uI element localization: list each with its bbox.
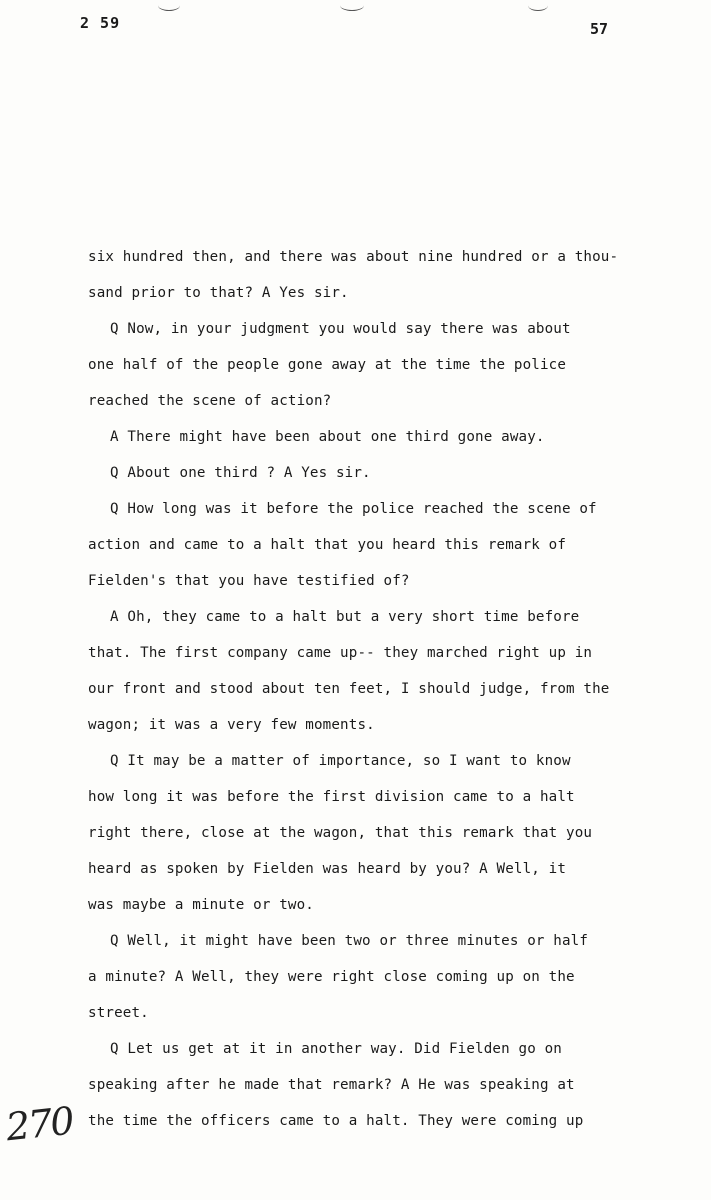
transcript-line: heard as spoken by Fielden was heard by you? A Well, it xyxy=(88,861,567,877)
scan-artifact xyxy=(158,0,180,11)
transcript-line: how long it was before the first division came to a halt xyxy=(88,789,575,805)
transcript-line: Fielden's that you have testified of? xyxy=(88,573,410,589)
transcript-line: wagon; it was a very few moments. xyxy=(88,717,375,733)
transcript-line: Q How long was it before the police reached the scene of xyxy=(110,501,597,517)
transcript-line: Q Well, it might have been two or three minutes or half xyxy=(110,933,589,949)
transcript-line: reached the scene of action? xyxy=(88,393,332,409)
transcript-line: A Oh, they came to a halt but a very short time before xyxy=(110,609,580,625)
document-reference-number: 2 59 xyxy=(80,14,121,32)
transcript-body xyxy=(88,246,678,1146)
transcript-line: speaking after he made that remark? A He was speaking at xyxy=(88,1077,575,1093)
transcript-line: sand prior to that? A Yes sir. xyxy=(88,285,349,301)
transcript-line: action and came to a halt that you heard this remark of xyxy=(88,537,567,553)
transcript-line: our front and stood about ten feet, I should judge, from the xyxy=(88,681,610,697)
transcript-line: one half of the people gone away at the time the police xyxy=(88,357,567,373)
transcript-line: was maybe a minute or two. xyxy=(88,897,314,913)
handwritten-margin-note: 270 xyxy=(3,1098,75,1150)
scan-artifact xyxy=(528,0,548,11)
transcript-line: the time the officers came to a halt. They were coming up xyxy=(88,1113,584,1129)
transcript-line: right there, close at the wagon, that this remark that you xyxy=(88,825,593,841)
transcript-line: Q It may be a matter of importance, so I want to know xyxy=(110,753,571,769)
transcript-line: Q Now, in your judgment you would say there was about xyxy=(110,321,571,337)
transcript-line: a minute? A Well, they were right close coming up on the xyxy=(88,969,575,985)
transcript-line: six hundred then, and there was about nine hundred or a thou- xyxy=(88,249,619,265)
transcript-line: street. xyxy=(88,1005,149,1021)
page-number: 57 xyxy=(590,20,609,38)
transcript-line: A There might have been about one third gone away. xyxy=(110,429,545,445)
transcript-line: Q Let us get at it in another way. Did Fielden go on xyxy=(110,1041,562,1057)
scan-artifact xyxy=(340,0,364,11)
transcript-line: that. The first company came up-- they marched right up in xyxy=(88,645,593,661)
transcript-line: Q About one third ? A Yes sir. xyxy=(110,465,371,481)
